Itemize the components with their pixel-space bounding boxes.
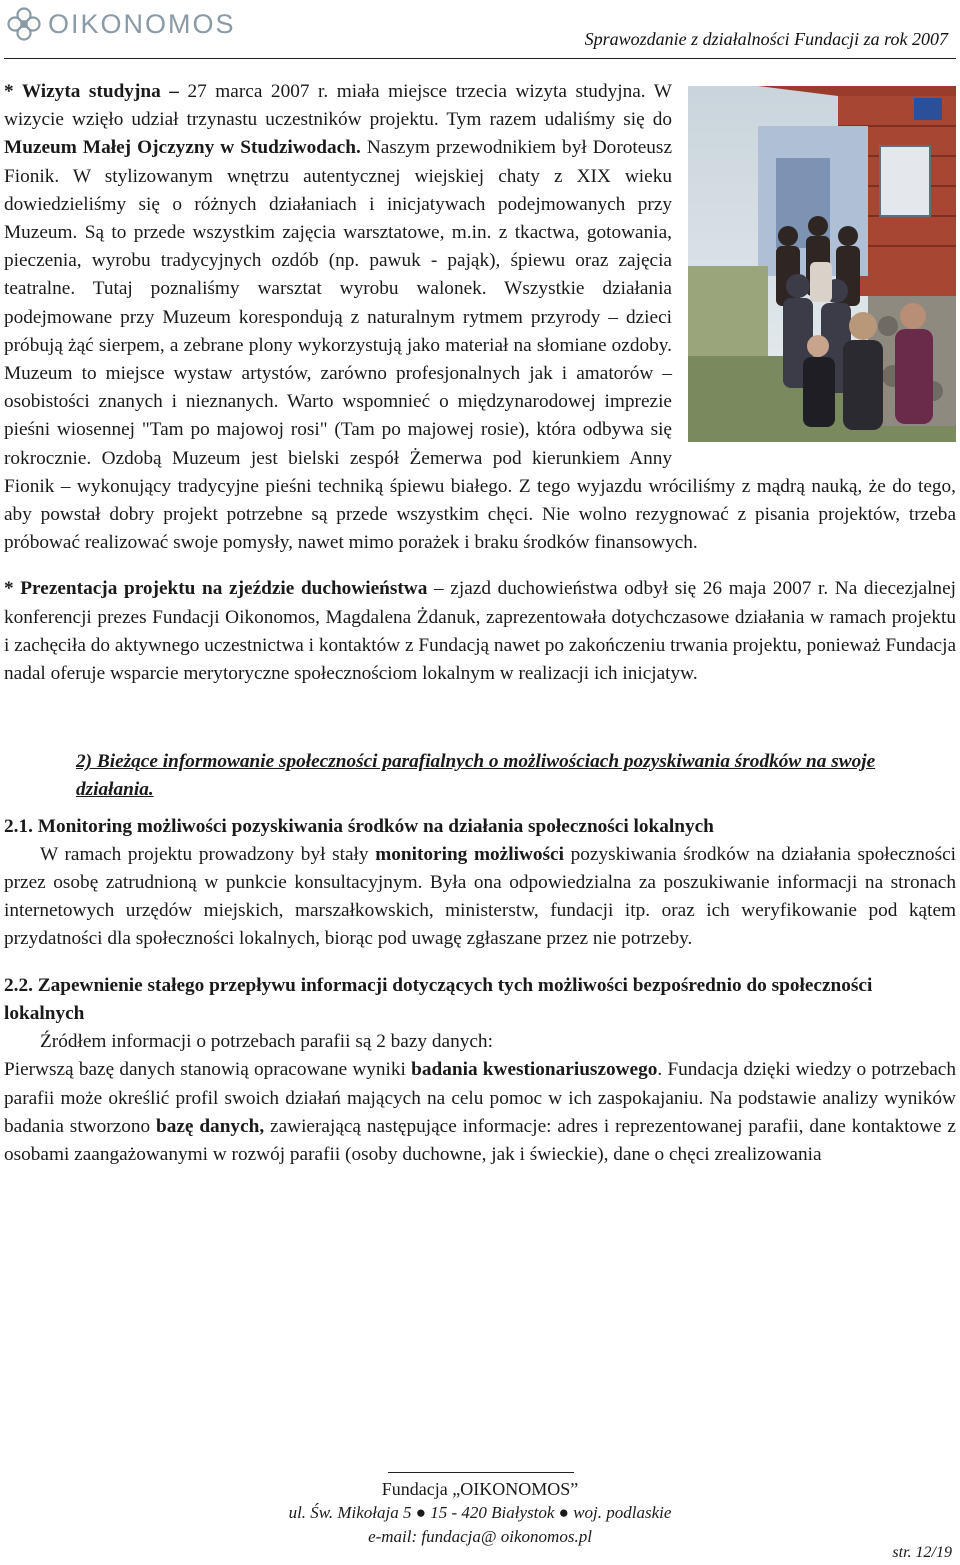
footer-email: e-mail: fundacja@ oikonomos.pl: [368, 1527, 592, 1546]
footer-divider: [388, 1472, 574, 1473]
museum-group-photo: [688, 86, 956, 442]
logo: [6, 6, 236, 42]
page-number: str. 12/19: [892, 1544, 952, 1561]
study-visit-paragraph: * Wizyta studyjna – 27 marca 2007 r. miała miejsce trzecia wizyta studyjna. W wizycie wzięło udział trzynastu uczestników projektu. Tym razem udaliśmy się do Muzeum Małej Ojczyzny w Studziwodach. Naszym przewodnikiem był Doroteusz Fionik. W stylizowanym wnętrzu autentycznej wiejskiej chaty z XIX wieku dowiedzieliśmy się o różnych działaniach i inicjatywach podejmowanych przy Muzeum. Są to przede wszystkim zajęcia warsztatowe, m.in. z tkactwa, gotowania, pieczenia, wyrobu tradycyjnych ozdób (np. pawuk - pająk), śpiewu oraz zajęcia teatralne. Tutaj poznaliśmy warsztat wyrobu walonek. Wszystkie działania podejmowane przy Muzeum korespondują z naturalnym rytmem przyrody – dzieci próbują żąć sierpem, a zebrane plony wykorzystują jako materiał na słomiane ozdoby. Muzeum to miejsce wystaw artystów, zarówno profesjonalnych jak i amatorów – osobistości znanych i nieznanych. Warto wspomnieć o międzynarodowej imprezie pieśni wiosennej "Tam po majowoj rosi" (Tam po majowej rosie), która odbywa się rokrocznie. Ozdobą Muzeum jest bielski zespół Żemerwa pod kierunkiem Anny Fionik – wykonujący tradycyjne pieśni techniką śpiewu białego. Z tego wyjazdu wróciliśmy z mądrą nauką, że do tego, aby powstał dobry projekt potrzebne są przede wszystkim chęci. Nie wolno rezygnować z pisania projektów, trzeba próbować realizować swoje pomysły, nawet mimo porażek i braku środków finansowych.: [4, 81, 956, 554]
logo-text: OIKONOMOS: [48, 9, 236, 39]
page-footer: [0, 1472, 960, 1549]
section-2-2-paragraph: Pierwszą bazę danych stanowią opracowane wyniki badania kwestionariuszowego. Fundacja dzięki wiedzy o potrzebach parafii może określić profil swoich działań mających na celu pomoc w ich zaspokajaniu. Na podstawie analizy wyników badania stworzono bazę danych, zawierającą następujące informacje: adres i reprezentowanej parafii, dane kontaktowe z osobami zaangażowanymi w rozwój parafii (osoby duchowne, jak i świeckie), dane o chęci zrealizowania: [4, 1059, 956, 1165]
section-2-1-heading: 2.1. Monitoring możliwości pozyskiwania środków na działania społeczności lokalnych: [4, 815, 714, 837]
study-visit-section: [4, 78, 956, 557]
section-2-heading: 2) Bieżące informowanie społeczności parafialnych o możliwościach pozyskiwania środków na swoje działania.: [76, 751, 876, 801]
document-body: [4, 78, 956, 1169]
header-divider: [4, 58, 956, 59]
museum-name: Muzeum Małej Ojczyzny w Studziwodach.: [4, 137, 361, 159]
footer-address: ul. Św. Mikołaja 5 ● 15 - 420 Białystok ● woj. podlaskie: [288, 1503, 672, 1522]
footer-organization: Fundacja „OIKONOMOS”: [381, 1479, 579, 1499]
study-visit-label: * Wizyta studyjna –: [4, 81, 188, 102]
report-title: Sprawozdanie z działalności Fundacji za rok 2007: [584, 29, 948, 49]
section-2-2-heading: 2.2. Zapewnienie stałego przepływu informacji dotyczących tych możliwości bezpośrednio do społeczności lokalnych: [4, 974, 873, 1024]
presentation-label: * Prezentacja projektu na zjeździe duchowieństwa: [4, 578, 428, 600]
presentation-paragraph: * Prezentacja projektu na zjeździe duchowieństwa – zjazd duchowieństwa odbył się 26 maja 2007 r. Na diecezjalnej konferencji prezes Fundacji Oikonomos, Magdalena Żdanuk, zaprezentowała dotychczasowe działania w ramach projektu i zachęciła do aktywnego uczestnictwa i kontaktów z Fundacją nawet po zakończeniu trwania projektu, ponieważ Fundacja nadal oferuje wsparcie merytoryczne społecznościom lokalnym w realizacji ich inicjatyw.: [4, 578, 956, 685]
section-2-1-paragraph: W ramach projektu prowadzony był stały monitoring możliwości pozyskiwania środków na działania społeczności przez osobę zatrudnioną w punkcie konsultacyjnym. Była ona odpowiedzialna za poszukiwanie informacji na stronach internetowych urzędów miejskich, marszałkowskich, ministerstw, fundacji itp. oraz ich weryfikowanie pod kątem przydatności dla społeczności lokalnych, biorąc pod uwagę zgłaszane przez nie potrzeby.: [4, 843, 956, 950]
page-header: [0, 0, 960, 60]
section-2-2-intro: Źródłem informacji o potrzebach parafii są 2 bazy danych:: [40, 1031, 493, 1053]
flower-knot-logo-icon: [6, 6, 42, 42]
